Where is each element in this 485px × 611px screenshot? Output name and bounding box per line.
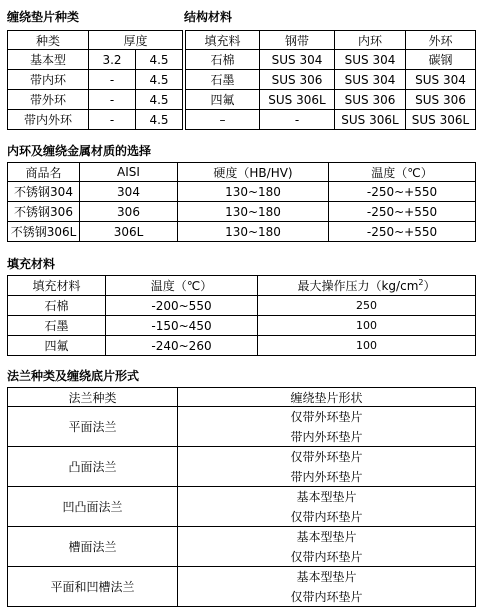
header-temperature: 温度（℃） xyxy=(106,276,258,296)
table-cell: 基本型 xyxy=(8,50,89,70)
table-cell: 4.5 xyxy=(136,90,183,110)
table-cell: 306L xyxy=(80,222,178,242)
table-cell: 石棉 xyxy=(8,296,106,316)
header-max-pressure: 最大操作压力$(kg/cm^2)$ xyxy=(258,276,476,296)
table-cell: SUS 306 xyxy=(335,90,406,110)
gasket-shape: 基本型垫片 xyxy=(178,487,476,507)
gasket-shape: 带内外环垫片 xyxy=(178,467,476,487)
table-cell: – xyxy=(186,110,260,130)
table-cell: 带内环 xyxy=(8,70,89,90)
header-type: 种类 xyxy=(8,31,89,50)
table-cell: SUS 304 xyxy=(335,50,406,70)
filler-materials-title: 填充材料 xyxy=(7,257,56,271)
header-aisi: AISI xyxy=(80,163,178,182)
table-cell: -250~+550 xyxy=(329,222,476,242)
header-filler: 填充料 xyxy=(186,31,260,50)
gasket-shape: 仅带外环垫片 xyxy=(178,447,476,467)
gasket-shape: 仅带内环垫片 xyxy=(178,587,476,607)
table-cell: 碳钢 xyxy=(406,50,476,70)
table-cell: 四氟 xyxy=(186,90,260,110)
table-cell: 不锈钢306L xyxy=(8,222,80,242)
table-cell: SUS 304 xyxy=(406,70,476,90)
table-cell: -150~450 xyxy=(106,316,258,336)
gasket-shape: 基本型垫片 xyxy=(178,527,476,547)
header-hardness: 硬度（HB/HV) xyxy=(178,163,329,182)
gasket-shape: 仅带内环垫片 xyxy=(178,507,476,527)
table-cell: -240~260 xyxy=(106,336,258,356)
header-steel-strip: 钢带 xyxy=(260,31,335,50)
metal-materials-title: 内环及缠绕金属材质的选择 xyxy=(7,144,152,158)
header-filler-material: 填充材料 xyxy=(8,276,106,296)
gasket-shape: 仅带外环垫片 xyxy=(178,407,476,427)
table-cell: 不锈钢306 xyxy=(8,202,80,222)
table-cell: 100 xyxy=(258,336,476,356)
table-cell: -250~+550 xyxy=(329,202,476,222)
table-cell: SUS 306L xyxy=(260,90,335,110)
table-cell: SUS 304 xyxy=(335,70,406,90)
table-cell: 130~180 xyxy=(178,202,329,222)
table-cell: 石棉 xyxy=(186,50,260,70)
gasket-shape: 仅带内环垫片 xyxy=(178,547,476,567)
flange-name: 平面和凹槽法兰 xyxy=(8,567,178,607)
metal-materials-table xyxy=(7,162,476,242)
flange-types-table xyxy=(7,387,476,607)
header-thickness: 厚度 xyxy=(89,31,183,50)
gasket-types-title: 缠绕垫片种类 xyxy=(7,10,80,24)
table-cell: 3.2 xyxy=(89,50,136,70)
table-cell: SUS 306 xyxy=(260,70,335,90)
flange-name: 凸面法兰 xyxy=(8,447,178,487)
table-cell: 100 xyxy=(258,316,476,336)
gasket-shape: 基本型垫片 xyxy=(178,567,476,587)
structure-materials-title: 结构材料 xyxy=(184,10,233,24)
table-cell: - xyxy=(89,90,136,110)
header-temperature: 温度（℃） xyxy=(329,163,476,182)
table-cell: 带外环 xyxy=(8,90,89,110)
header-gasket-shape: 缠绕垫片形状 xyxy=(178,388,476,407)
table-cell: SUS 306L xyxy=(335,110,406,130)
flange-name: 槽面法兰 xyxy=(8,527,178,567)
table-cell: 130~180 xyxy=(178,182,329,202)
header-flange-type: 法兰种类 xyxy=(8,388,178,407)
gasket-types-table xyxy=(7,30,183,130)
gasket-shape: 带内外环垫片 xyxy=(178,427,476,447)
flange-name: 凹凸面法兰 xyxy=(8,487,178,527)
table-cell: 石墨 xyxy=(186,70,260,90)
header-product-name: 商品名 xyxy=(8,163,80,182)
table-cell: SUS 306L xyxy=(406,110,476,130)
table-cell: 石墨 xyxy=(8,316,106,336)
table-cell: 4.5 xyxy=(136,70,183,90)
flange-name: 平面法兰 xyxy=(8,407,178,447)
table-cell: 4.5 xyxy=(136,50,183,70)
table-cell: 304 xyxy=(80,182,178,202)
table-cell: 带内外环 xyxy=(8,110,89,130)
table-cell: SUS 306 xyxy=(406,90,476,110)
table-cell: 四氟 xyxy=(8,336,106,356)
table-cell: 4.5 xyxy=(136,110,183,130)
table-cell: 不锈钢304 xyxy=(8,182,80,202)
flange-types-title: 法兰种类及缠绕底片形式 xyxy=(7,369,140,383)
table-cell: -250~+550 xyxy=(329,182,476,202)
table-cell: - xyxy=(260,110,335,130)
structure-materials-table xyxy=(185,30,476,130)
table-cell: 130~180 xyxy=(178,222,329,242)
table-cell: - xyxy=(89,110,136,130)
table-cell: 250 xyxy=(258,296,476,316)
table-cell: -200~550 xyxy=(106,296,258,316)
table-cell: - xyxy=(89,70,136,90)
header-outer-ring: 外环 xyxy=(406,31,476,50)
table-cell: 306 xyxy=(80,202,178,222)
header-inner-ring: 内环 xyxy=(335,31,406,50)
filler-materials-table xyxy=(7,275,476,356)
table-cell: SUS 304 xyxy=(260,50,335,70)
